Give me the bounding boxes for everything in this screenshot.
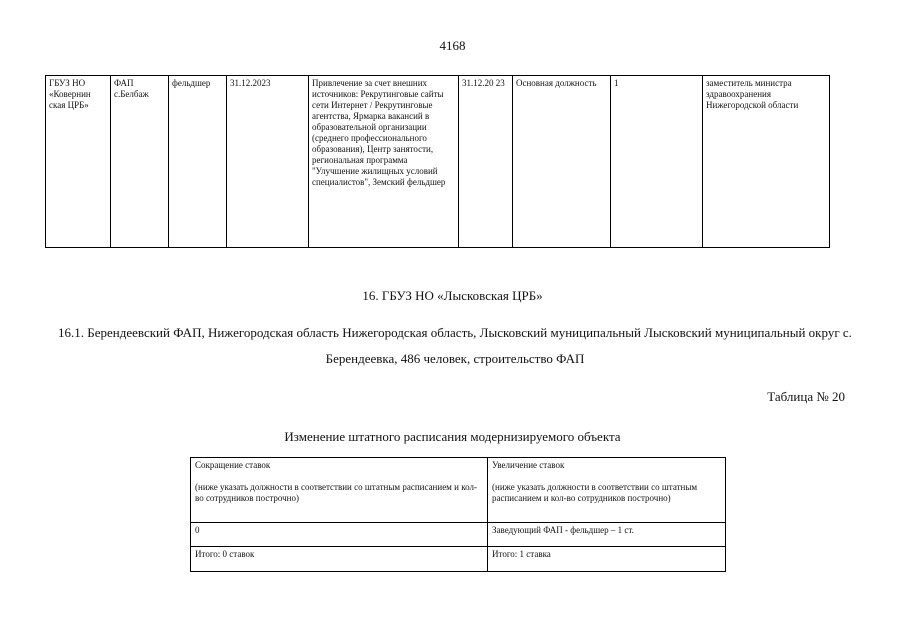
page-number: 4168 xyxy=(439,38,466,53)
cell-date2: 31.12.20 23 xyxy=(459,76,513,248)
cell-responsible: заместитель министра здравоохранения Нижегородской области xyxy=(703,76,830,248)
table2-title: Изменение штатного расписания модернизируемого объекта xyxy=(284,429,621,444)
table-row xyxy=(46,76,830,248)
cell-org: ГБУЗ НО «Ковернин ская ЦРБ» xyxy=(46,76,111,248)
table-row xyxy=(191,458,726,523)
section-title: 16. ГБУЗ НО «Лысковская ЦРБ» xyxy=(362,288,543,303)
table-row xyxy=(191,547,726,572)
increase-note: (ниже указать должности в соответствии со штатным расписанием и кол-во сотрудников построчно) xyxy=(492,482,698,503)
table-label: Таблица № 20 xyxy=(767,389,845,404)
cell-type: Основная должность xyxy=(513,76,611,248)
reduce-header: Сокращение ставок xyxy=(195,460,271,470)
reduce-value: 0 xyxy=(191,523,488,547)
cell-count: 1 xyxy=(611,76,703,248)
reduce-header-cell xyxy=(191,458,488,523)
cell-sources: Привлечение за счет внешних источников: Рекрутинговые сайты сети Интернет / Рекрутинговые агентства, Ярмарка вакансий в образовательной организации (среднего профессионального образования), Центр занятости, региональная программа "Улучшение жилищных условий специалистов", Земский фельдшер xyxy=(309,76,459,248)
increase-header-cell xyxy=(488,458,726,523)
reduce-note: (ниже указать должности в соответствии со штатным расписанием и кол-во сотрудников построчно) xyxy=(195,482,477,503)
table-row xyxy=(191,523,726,547)
staffing-change-table xyxy=(190,457,726,572)
increase-value: Заведующий ФАП - фельдшер – 1 ст. xyxy=(488,523,726,547)
increase-header: Увеличение ставок xyxy=(492,460,565,470)
cell-unit: ФАП с.Белбаж xyxy=(111,76,169,248)
subsection-text: 16.1. Берендеевский ФАП, Нижегородская область Нижегородская область, Лысковский муниципальный Лысковский муниципальный округ с. Берендеевка, 486 человек, строительство ФАП xyxy=(58,325,852,366)
staffing-table xyxy=(45,75,830,248)
cell-position: фельдшер xyxy=(169,76,227,248)
cell-date: 31.12.2023 xyxy=(227,76,309,248)
increase-total: Итого: 1 ставка xyxy=(488,547,726,572)
reduce-total: Итого: 0 ставок xyxy=(191,547,488,572)
